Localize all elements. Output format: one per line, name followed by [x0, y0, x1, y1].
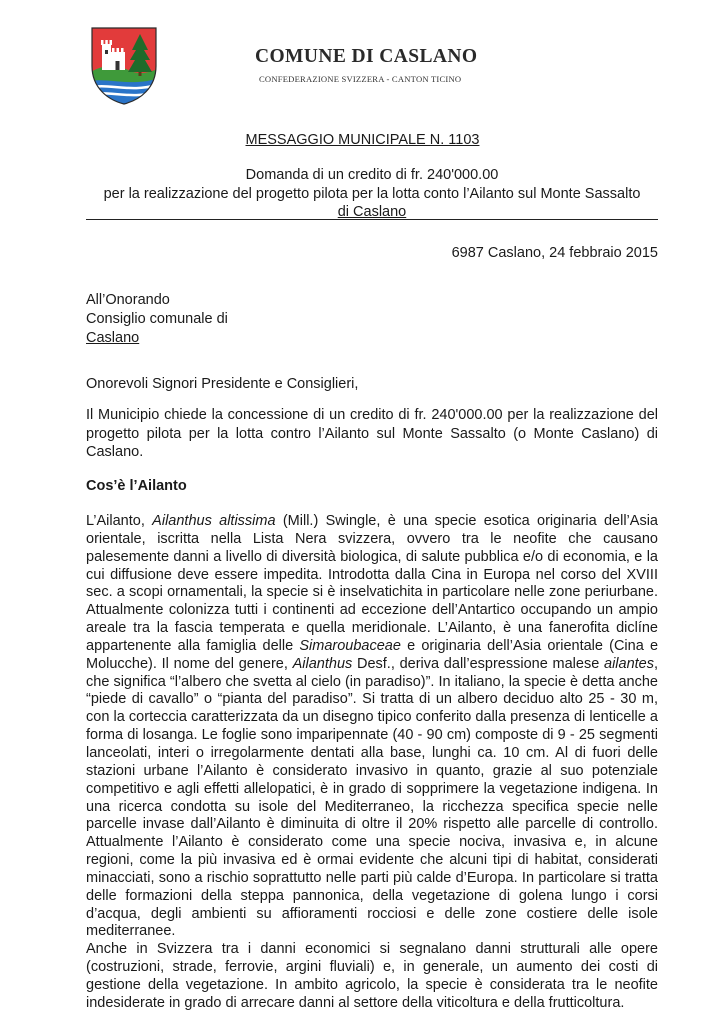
- text-run: , che significa “l’albero che svetta al cielo (in paradiso)”. In italiano, la specie è detta anche “piede di cavallo” o “pianta del paradiso”. Si tratta di un albero deciduo alto 25 - 30 m, con la corteccia caratterizzata da un disegno tipico conferito dalla presenza di lenticelle a forma di losanga. Le foglie sono imparipennate (40 - 90 cm) composte di 9 - 25 segmenti lanceolati, interi o irregolarmente dentati alla base, lunghi ca. 10 cm. Al di fuori delle stazioni urbane l’Ailanto è considerato invasivo in quanto, grazie al suo potenziale competitivo e agli effetti allelopatici, è in grado di sopprimere la vegetazione indigena. In una ricerca condotta su isole del Mediterraneo, la ricchezza specifica specie nelle parcelle invase dall’Ailanto è diminuita di oltre il 20% rispetto alle parcelle di controllo. Attualmente l’Ailanto è considerato come una specie nociva, invasiva e, in alcune regioni, come la più invasiva ed è ormai evidente che alcuni tipi di habitat, considerati minacciati, sono a rischio soprattutto nelle parti più calde d’Europa. In particolare si tratta delle formazioni della steppa pannonica, della vegetazione di golena lungo i corsi d’acqua, degli ambienti su affioramenti rocciosi e delle zone costiere delle isole mediterranee.: [86, 655, 659, 940]
- species-name: Ailanthus altissima: [152, 513, 276, 529]
- text-run: e originaria dell’Asia orientale (Cina e Molucche). Il nome del genere,: [86, 637, 659, 672]
- genus-name: Ailanthus: [292, 655, 353, 672]
- organization-name: COMUNE DI CASLANO: [255, 46, 478, 67]
- salutation: Onorevoli Signori Presidente e Consiglieri,: [86, 376, 359, 392]
- body-paragraph-1: [86, 513, 658, 941]
- letter-date: 6987 Caslano, 24 febbraio 2015: [451, 245, 658, 261]
- recipient-line-1: All’Onorando: [86, 292, 170, 308]
- header-divider: [86, 219, 658, 220]
- malay-term: ailantes: [604, 655, 654, 672]
- message-title: MESSAGGIO MUNICIPALE N. 1103: [245, 132, 480, 148]
- organization-subtitle: CONFEDERAZIONE SVIZZERA - CANTON TICINO: [259, 74, 462, 84]
- family-name: Simaroubaceae: [299, 637, 401, 654]
- text-run: (Mill.) Swingle, è una specie esotica originaria dell’Asia orientale, iscritta nella Lista Nera svizzera, ovvero tra le neofite che causano palesemente danni a livello di diversità biologica, di salute pubblica e/o di economia, e la cui diffusione deve essere impedita. Introdotta dalla Cina in Europa nel corso del XVIII sec. a scopi ornamentali, la specie si è inselvatichita in particolare nelle zone periurbane. Attualmente colonizza tutti i continenti ad eccezione dell’Antartico occupando un ampio areale tra la fascia temperata e quella meridionale. L’Ailanto, è una fanerofita diclíne appartenente alla famiglia delle: [86, 513, 658, 654]
- recipient-block: [86, 291, 228, 348]
- recipient-line-2: Consiglio comunale di: [86, 311, 228, 327]
- subject-line-1: Domanda di un credito di fr. 240'000.00: [245, 167, 499, 183]
- section-heading: Cos’è l’Ailanto: [86, 478, 187, 494]
- text-run: Desf., deriva dall’espressione malese: [352, 655, 604, 672]
- text-run: L’Ailanto,: [86, 513, 153, 529]
- recipient-line-3: Caslano: [86, 330, 140, 346]
- intro-paragraph: Il Municipio chiede la concessione di un credito di fr. 240'000.00 per la realizzazione del progetto pilota per la lotta contro l’Ailanto sul Monte Sassalto (o Monte Caslano) di Caslano.: [86, 407, 658, 460]
- section-body: [86, 513, 658, 1013]
- subject-line-2: per la realizzazione del progetto pilota per la lotta conto l’Ailanto sul Monte Sassalto: [103, 185, 641, 202]
- message-subject: [86, 166, 658, 222]
- body-paragraph-2: Anche in Svizzera tra i danni economici si segnalano danni strutturali alle opere (costruzioni, strade, ferrovie, argini fluviali) e, in generale, un aumento dei costi di gestione della vegetazione. In ambito agricolo, la specie è considerata tra le neofite indesiderate in grado di arrecare danni al settore della viticoltura e della frutticoltura.: [86, 941, 658, 1011]
- coat-of-arms-icon: [88, 26, 160, 106]
- subject-line-3: di Caslano: [337, 204, 407, 220]
